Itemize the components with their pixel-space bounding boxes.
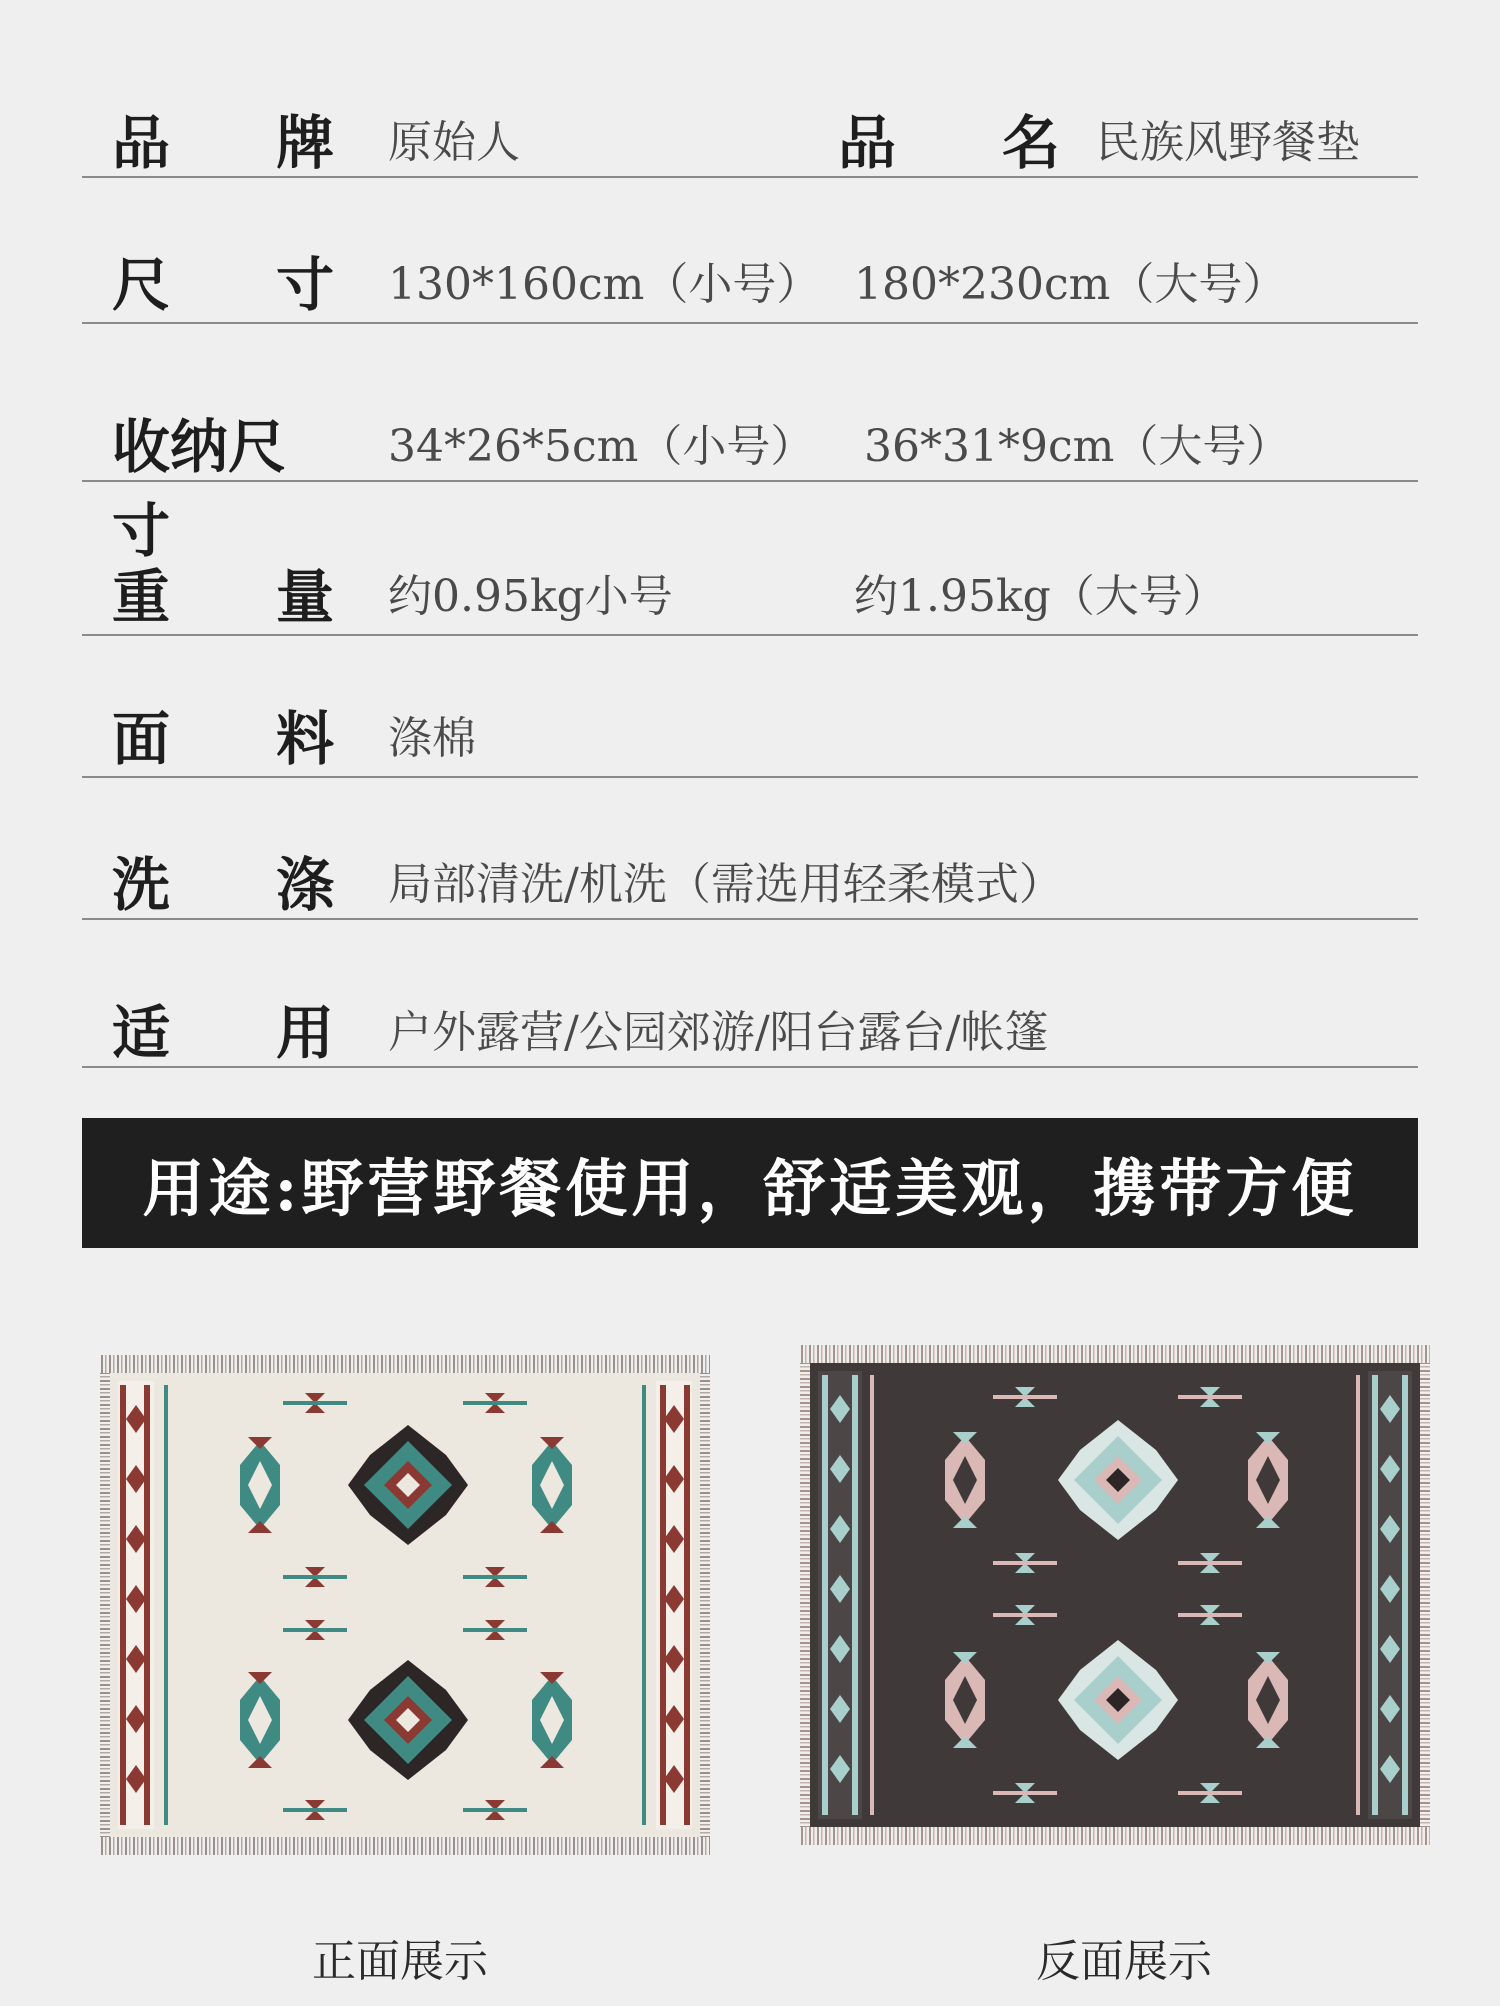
spec-label-washing: 洗 涤 [112, 851, 334, 919]
spec-value-weight-large: 约1.95kg（大号） [854, 571, 1227, 622]
rug-back-image [800, 1345, 1430, 1845]
spec-value-storage-large: 36*31*9cm（大号） [864, 421, 1291, 472]
spec-value-name: 民族风野餐垫 [1096, 117, 1360, 168]
spec-label-brand: 品 牌 [112, 109, 334, 177]
spec-label-material: 面 料 [112, 705, 334, 773]
spec-label-storage: 收纳尺寸 [112, 413, 287, 565]
front-caption: 正面展示 [312, 1936, 488, 1987]
back-caption: 反面展示 [1036, 1936, 1212, 1987]
spec-value-size-small: 130*160cm（小号） [388, 259, 821, 310]
spec-label-size: 尺 寸 [112, 251, 334, 319]
spec-row-brand [82, 70, 1418, 178]
spec-row-weight [82, 480, 1418, 636]
spec-value-washing: 局部清洗/机洗（需选用轻柔模式） [388, 859, 1063, 910]
spec-row-size [82, 176, 1418, 324]
spec-row-washing [82, 776, 1418, 920]
spec-row-material [82, 634, 1418, 778]
spec-label-usage: 适 用 [112, 999, 334, 1067]
spec-value-brand: 原始人 [388, 117, 520, 168]
spec-row-storage [82, 322, 1418, 565]
spec-label-name: 品 名 [838, 109, 1060, 177]
spec-value-size-large: 180*230cm（大号） [854, 259, 1287, 310]
spec-row-usage [82, 918, 1418, 1068]
spec-value-material: 涤棉 [388, 713, 476, 764]
spec-value-usage: 户外露营/公园郊游/阳台露台/帐篷 [388, 1007, 1049, 1058]
spec-value-weight-small: 约0.95kg小号 [388, 571, 673, 622]
spec-value-storage-small: 34*26*5cm（小号） [388, 421, 815, 472]
spec-label-weight: 重 量 [112, 563, 334, 631]
rug-front-image [100, 1355, 710, 1855]
usage-banner: 用途:野营野餐使用，舒适美观，携带方便 [82, 1118, 1418, 1248]
